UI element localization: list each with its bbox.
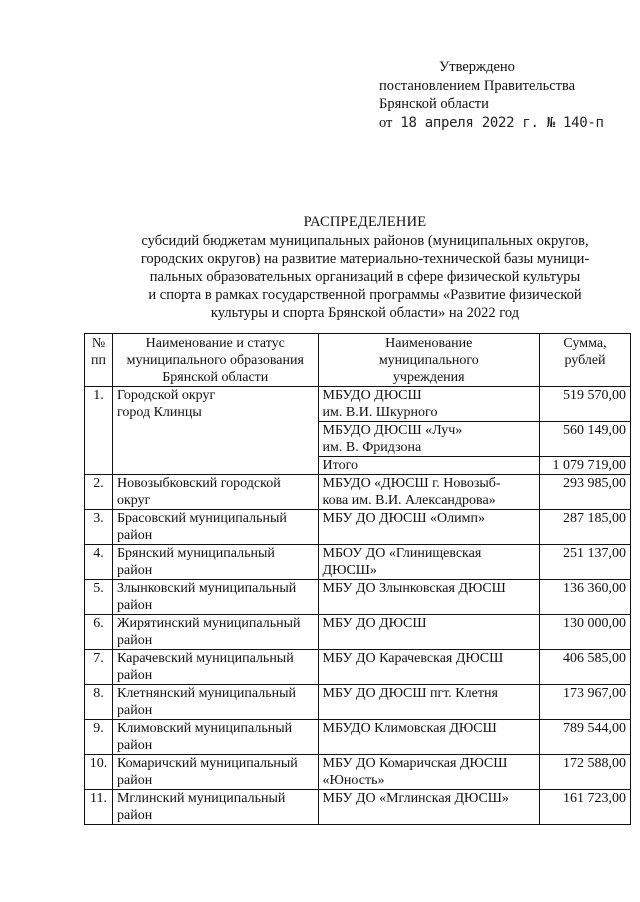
document-title-block [80,213,640,322]
approval-title: Утверждено [439,59,515,75]
row-sum: 173 967,00 [540,685,631,720]
header-municipality: Наименование и статус муниципального образования Брянской области [112,334,318,387]
row-sum: 251 137,00 [540,545,631,580]
table-header-row [85,334,631,387]
approval-date-prefix: от [379,114,393,131]
approval-date-line [379,114,604,133]
header-institution: Наименование муниципального учреждения [318,334,539,387]
row-sum: 789 544,00 [540,720,631,755]
approval-date-stamp: 18 апреля 2022 г. № 140-п [400,114,604,131]
row-municipality: Брасовский муниципальный район [112,510,318,545]
table-row [85,510,631,545]
row-number: 10. [85,755,113,790]
row-sum: 293 985,00 [540,475,631,510]
table-row [85,475,631,510]
row-sum: 560 149,00 [540,422,631,457]
row-institution: МБУ ДО ДЮСШ «Олимп» [318,510,539,545]
row-sum: 136 360,00 [540,580,631,615]
row-total-label: Итого [318,457,539,475]
table-row [85,720,631,755]
header-number: № пп [85,334,113,387]
table-row [85,615,631,650]
header-sum: Сумма, рублей [540,334,631,387]
table-row [85,755,631,790]
row-number: 6. [85,615,113,650]
table-row [85,545,631,580]
row-number: 4. [85,545,113,580]
document-subtitle-line: городских округов) на развитие материально-технической базы муници- [140,251,590,267]
document-subtitle-line: пальных образовательных организаций в сфере физической культуры [149,269,581,285]
row-municipality: Злынковский муниципальный район [112,580,318,615]
row-institution: МБУДО Климовская ДЮСШ [318,720,539,755]
row-number: 1. [85,387,113,475]
row-number: 5. [85,580,113,615]
document-heading: РАСПРЕДЕЛЕНИЕ [303,214,427,230]
row-municipality: Комаричский муниципальный район [112,755,318,790]
distribution-table [84,333,631,825]
row-sum: 130 000,00 [540,615,631,650]
table-row [85,650,631,685]
row-institution: МБУ ДО ДЮСШ [318,615,539,650]
row-number: 8. [85,685,113,720]
row-municipality: Клетнянский муниципальный район [112,685,318,720]
document-subtitle-line: субсидий бюджетам муниципальных районов (муниципальных округов, [141,233,589,249]
row-sum: 161 723,00 [540,790,631,825]
row-municipality: Мглинский муниципальный район [112,790,318,825]
row-institution: МБУДО ДЮСШ «Луч» им. В. Фридзона [318,422,539,457]
row-municipality: Городской округ город Клинцы [112,387,318,475]
row-institution: МБУДО «ДЮСШ г. Новозыб- кова им. В.И. Александрова» [318,475,539,510]
table-row [85,790,631,825]
table-row [85,387,631,422]
approval-block [379,58,604,132]
document-subtitle-line: и спорта в рамках государственной программы «Развитие физической [148,287,582,303]
row-number: 7. [85,650,113,685]
row-institution: МБУ ДО Комаричская ДЮСШ «Юность» [318,755,539,790]
row-sum: 287 185,00 [540,510,631,545]
row-sum: 406 585,00 [540,650,631,685]
row-number: 2. [85,475,113,510]
row-institution: МБУ ДО ДЮСШ пгт. Клетня [318,685,539,720]
approval-authority: постановлением Правительства [379,77,576,94]
row-institution: МБУ ДО «Мглинская ДЮСШ» [318,790,539,825]
row-municipality: Климовский муниципальный район [112,720,318,755]
table-row [85,685,631,720]
row-number: 9. [85,720,113,755]
row-number: 11. [85,790,113,825]
row-municipality: Карачевский муниципальный район [112,650,318,685]
approval-region: Брянской области [379,96,489,112]
table-row [85,580,631,615]
row-institution: МБУ ДО Злынковская ДЮСШ [318,580,539,615]
row-number: 3. [85,510,113,545]
row-institution: МБУДО ДЮСШ им. В.И. Шкурного [318,387,539,422]
row-sum: 519 570,00 [540,387,631,422]
row-institution: МБОУ ДО «Глинищевская ДЮСШ» [318,545,539,580]
row-municipality: Брянский муниципальный район [112,545,318,580]
row-municipality: Новозыбковский городской округ [112,475,318,510]
row-municipality: Жирятинский муниципальный район [112,615,318,650]
row-institution: МБУ ДО Карачевская ДЮСШ [318,650,539,685]
document-subtitle-line: культуры и спорта Брянской области» на 2022 год [210,305,520,321]
row-sum: 172 588,00 [540,755,631,790]
row-total-sum: 1 079 719,00 [540,457,631,475]
